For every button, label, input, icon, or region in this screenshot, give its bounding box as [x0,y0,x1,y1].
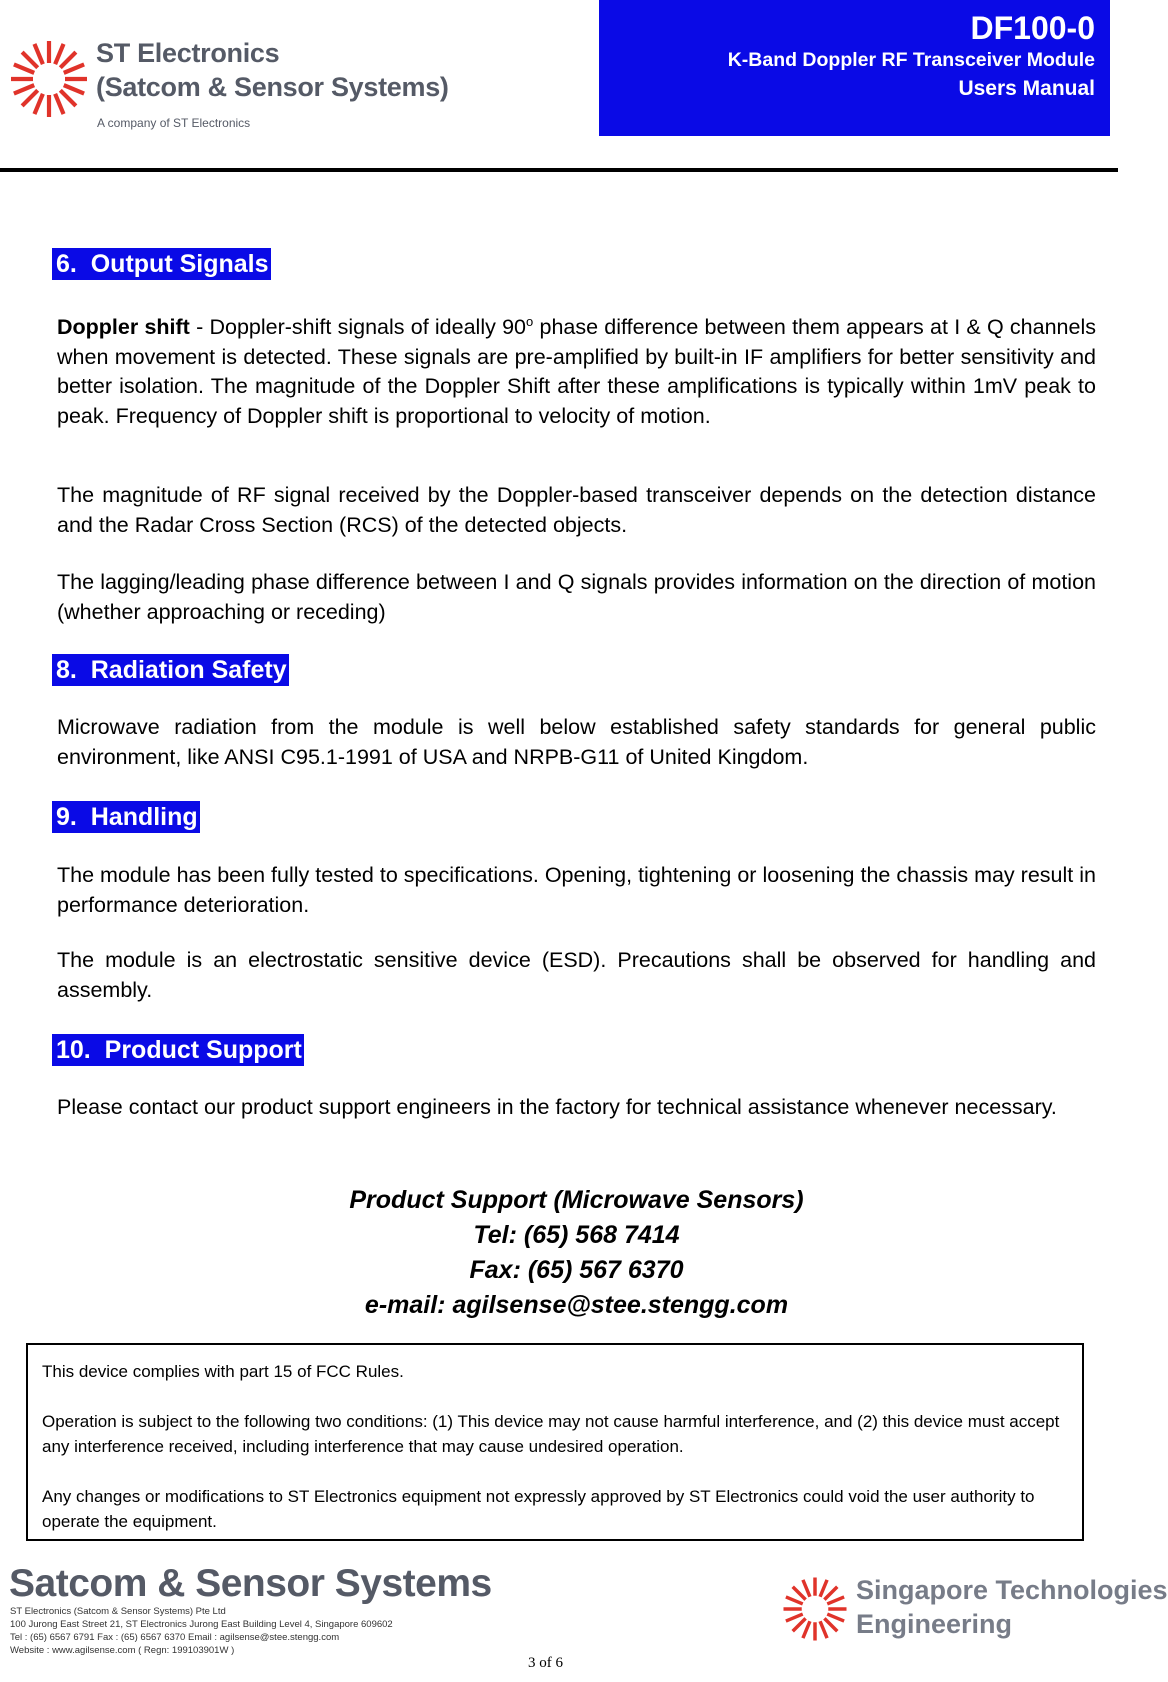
paragraph-product-support: Please contact our product support engineers in the factory for technical assistance whenever necessary. [57,1095,1057,1119]
logo-company-line2: (Satcom & Sensor Systems) [96,72,449,102]
starburst-ray [64,85,84,93]
starburst-ray [827,1597,844,1604]
fcc-notice-box [26,1343,1084,1541]
paragraph-handling-esd: The module is an electrostatic sensitive device (ESD). Precautions shall be observed for handling and assembly. [57,948,1096,1002]
paragraph-phase-difference: The lagging/leading phase difference between I and Q signals provides information on the direction of motion (whether approaching or receding) [57,570,1096,624]
starburst-ray [803,1621,810,1638]
starburst-ray [820,1580,827,1597]
logo-company-line1: ST Electronics [96,38,280,68]
support-email: e-mail: agilsense@stee.stengg.com [364,1291,789,1319]
starburst-ray [34,94,42,114]
starburst-ray [55,44,63,64]
starburst-ray [803,1580,810,1597]
starburst-ray [34,44,42,64]
product-name: K-Band Doppler RF Transceiver Module [727,49,1095,71]
starburst-ray [793,1618,806,1631]
page-number: 3 of 6 [528,1655,563,1671]
fcc-line-modifications: Any changes or modifications to ST Electronics equipment not expressly approved by ST Electronics could void the user authority to operate the equipment. [42,1487,1035,1531]
ste-logo-line1: Singapore Technologies [856,1575,1168,1605]
footer-company: ST Electronics (Satcom & Sensor Systems) Pte Ltd [10,1606,226,1617]
starburst-ray [22,90,38,106]
paragraph-radiation: Microwave radiation from the module is well below established safety standards for general public environment, like ANSI C95.1-1991 of USA and NRPB-G11 of United Kingdom. [57,715,1096,769]
starburst-ray [786,1614,803,1621]
starburst-ray [824,1587,837,1600]
logo-tagline: A company of ST Electronics [97,116,251,130]
starburst-ray [60,90,76,106]
doppler-shift-term: Doppler shift [57,315,190,340]
starburst-footer-icon [781,1575,849,1643]
st-electronics-logo [8,38,468,138]
starburst-ray [60,52,76,68]
section-heading-product-support: 10. Product Support [52,1034,304,1066]
document-title-box [599,0,1110,136]
starburst-ray [14,64,34,72]
footer-brand: Satcom & Sensor Systems [9,1562,492,1605]
fcc-line-compliance: This device complies with part 15 of FCC Rules. [42,1362,404,1381]
starburst-ray [14,85,34,93]
starburst-ray [55,94,63,114]
document-type: Users Manual [958,77,1095,100]
paragraph-rf-magnitude: The magnitude of RF signal received by the Doppler-based transceiver depends on the detection distance and the Radar Cross Section (RCS) of the detected objects. [57,483,1096,537]
starburst-ray [64,64,84,72]
header-divider [0,168,1118,172]
doppler-text-b: phase difference between them appears at I & Q channels when movement is detected. These signals are pre-amplified by built-in IF amplifiers for better sensitivity and better isolation. The magnitude of the Doppler Shift after these amplifications is typically within 1mV peak to peak. Frequency of Doppler shift is proportional to velocity of motion. [57,315,1096,428]
starburst-ray [793,1587,806,1600]
starburst-ray [824,1618,837,1631]
footer-website: Website : www.agilsense.com ( Regn: 199103901W ) [10,1645,235,1656]
starburst-logo-icon [8,38,90,120]
degree-superscript: o [526,314,534,329]
footer-contact: Tel : (65) 6567 6791 Fax : (65) 6567 6370 Email : agilsense@stee.stengg.com [10,1632,340,1643]
doppler-text-a: - Doppler-shift signals of ideally 90 [189,315,527,340]
support-contact-block [57,1183,1096,1323]
starburst-ray [827,1614,844,1621]
paragraph-doppler-shift [57,307,1096,431]
support-tel: Tel: (65) 568 7414 [473,1221,680,1249]
support-fax: Fax: (65) 567 6370 [469,1256,684,1284]
starburst-ray [786,1597,803,1604]
section-heading-radiation-safety: 8. Radiation Safety [52,654,289,686]
section-heading-handling: 9. Handling [52,801,200,833]
paragraph-handling-tested: The module has been fully tested to specifications. Opening, tightening or loosening the chassis may result in performance deterioration. [57,863,1096,917]
ste-logo-line2: Engineering [856,1609,1013,1639]
section-heading-output-signals: 6. Output Signals [52,248,271,280]
singapore-technologies-logo [781,1575,1168,1645]
fcc-line-conditions: Operation is subject to the following two conditions: (1) This device may not cause harmful interference, and (2) this device must accept any interference received, including interference that may cause undesired operation. [42,1412,1060,1456]
footer-address: 100 Jurong East Street 21, ST Electronics Jurong East Building Level 4, Singapore 609602 [10,1619,393,1630]
starburst-ray [22,52,38,68]
support-title: Product Support (Microwave Sensors) [349,1186,804,1214]
model-number: DF100-0 [970,10,1095,46]
starburst-ray [820,1621,827,1638]
